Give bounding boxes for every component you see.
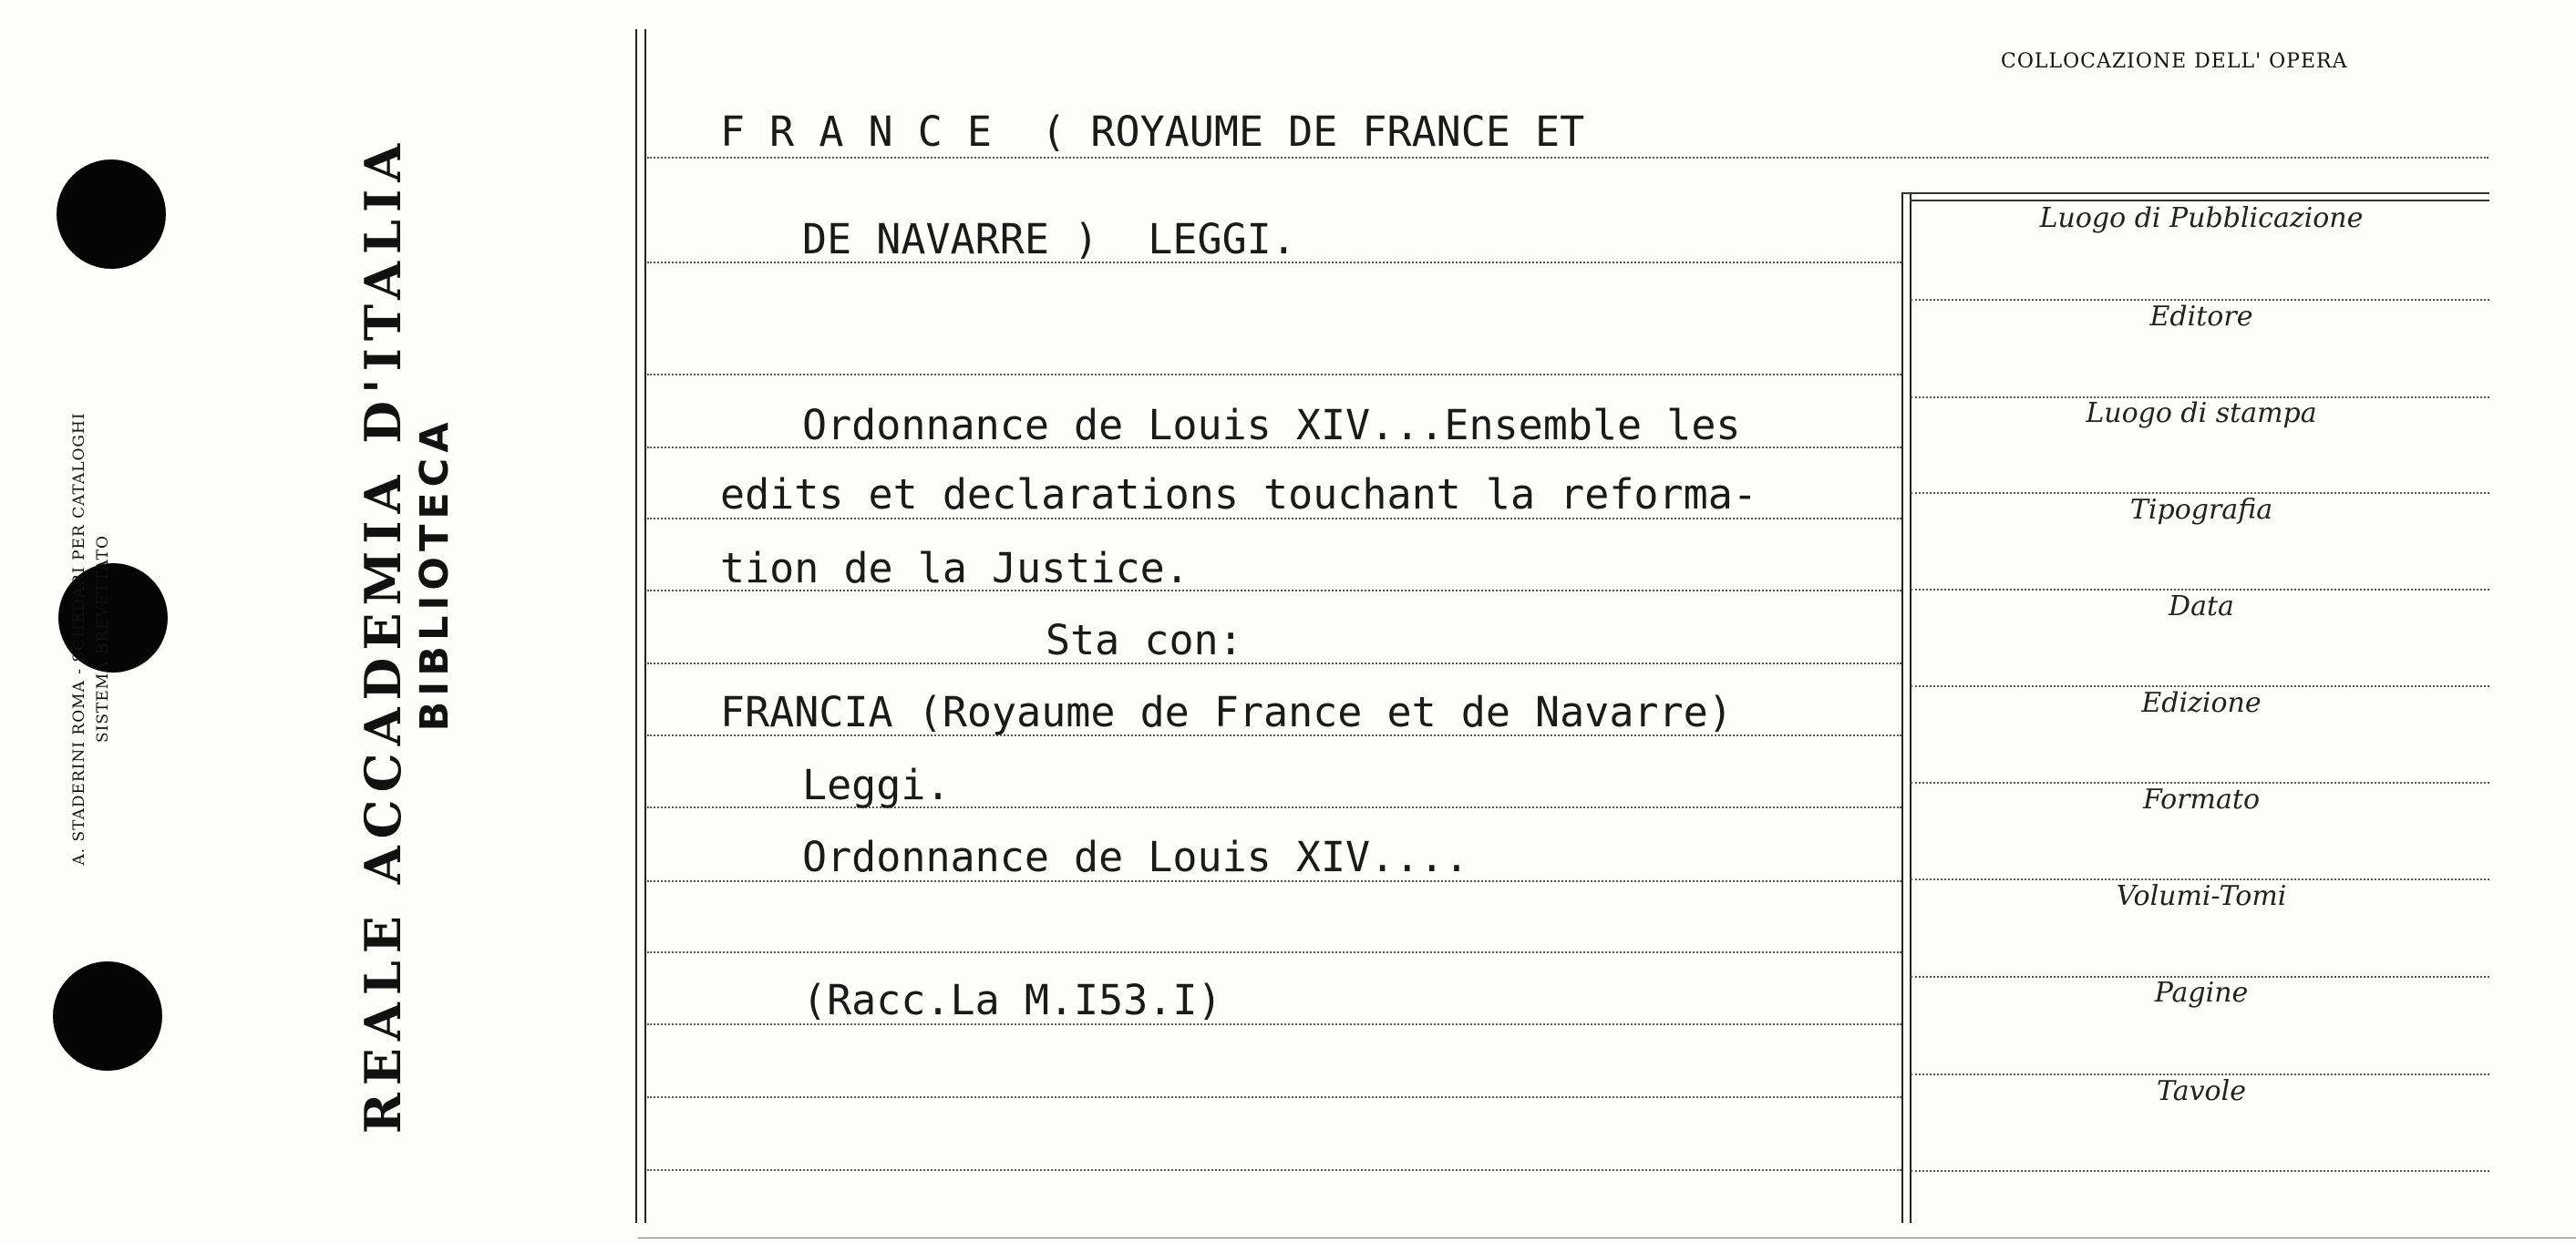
field-label-luogo-stampa: Luogo di stampa (2086, 397, 2317, 429)
title-line-2: edits et declarations touchant la reforma- (720, 470, 1757, 519)
title-line-1: Ordonnance de Louis XIV...Ensemble les (802, 401, 1741, 449)
ruled-line (647, 951, 1901, 953)
punch-hole (57, 159, 166, 269)
margin-rule (644, 29, 646, 1223)
ruled-line (647, 1096, 1901, 1098)
printer-imprint-line2: SISTEMA BREVETTATO (94, 535, 112, 743)
heading-line-2: DE NAVARRE ) LEGGI. (802, 215, 1296, 263)
department-name: BIBLIOTECA (412, 416, 458, 732)
column-rule (1910, 193, 1911, 1223)
field-label-formato: Formato (2142, 784, 2261, 816)
field-label-edizione: Edizione (2141, 687, 2262, 719)
ruled-line (647, 663, 1901, 664)
ruled-line (647, 157, 2488, 159)
field-label-volumi-tomi: Volumi-Tomi (2116, 880, 2287, 912)
ruled-line (647, 1169, 1901, 1171)
title-line-3: tion de la Justice. (720, 544, 1190, 592)
field-label-pagine: Pagine (2154, 977, 2249, 1009)
printer-imprint-line1: A. STADERINI ROMA - SCHEDARI PER CATALOGHI (70, 412, 88, 866)
institution-name: REALE ACCADEMIA D'ITALIA (354, 136, 412, 1135)
cross-reference-line-1: FRANCIA (Royaume de France et de Navarre) (720, 688, 1733, 736)
field-label-tipografia: Tipografia (2129, 494, 2273, 526)
field-label-tavole: Tavole (2157, 1075, 2246, 1107)
field-label-editore: Editore (2149, 301, 2253, 333)
cross-reference-line-3: Ordonnance de Louis XIV.... (802, 833, 1469, 881)
column-top-rule (1901, 192, 2489, 194)
field-label-luogo-pubblicazione: Luogo di Pubblicazione (2039, 202, 2364, 234)
printer-imprint (67, 320, 115, 958)
sta-con-label: Sta con: (1046, 616, 1243, 664)
heading-line-1: F R A N C E ( ROYAUME DE FRANCE ET (720, 108, 1585, 156)
cross-reference-line-2: Leggi. (802, 761, 951, 809)
field-line (1911, 1170, 2489, 1172)
ruled-line (647, 374, 1901, 375)
column-rule (1901, 193, 1903, 1223)
field-label-data: Data (2169, 591, 2234, 622)
shelfmark: (Racc.La M.I53.I) (802, 976, 1222, 1024)
column-top-rule (1910, 200, 2489, 201)
punch-hole (53, 961, 162, 1071)
margin-rule (635, 29, 637, 1223)
collocazione-header: COLLOCAZIONE DELL' OPERA (2001, 50, 2348, 73)
